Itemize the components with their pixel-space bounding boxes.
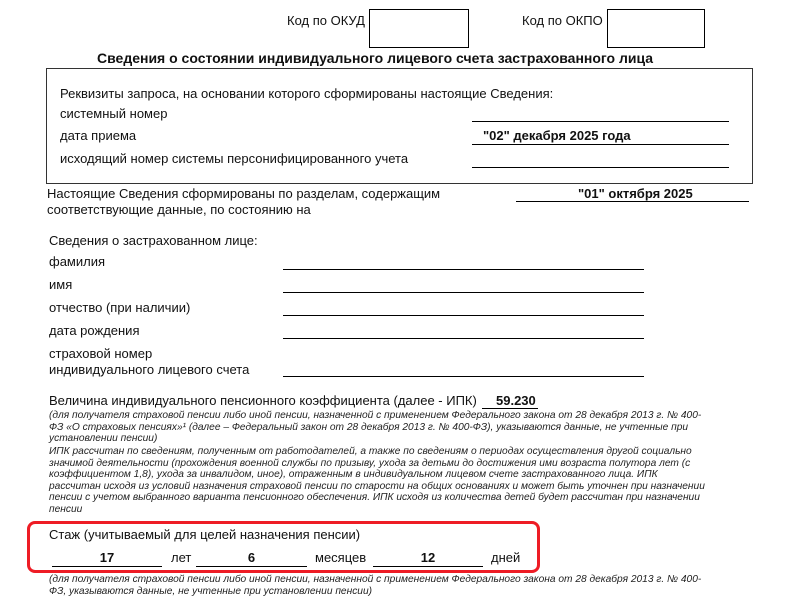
footer-note-line2: ФЗ, указываются данные, не учтенные при установлении пенсии) — [49, 585, 373, 597]
stazh-years-label: лет — [171, 550, 192, 565]
footer-note-line1: (для получателя страховой пенсии либо иной пенсии, назначенной с применением Федерального закона от 28 декабря 2013 г. № 400- — [49, 574, 702, 585]
ipk-note-1 — [49, 410, 746, 445]
ipk-note-2-line4: рассчитан исходя из условий назначения страховой пенсии по старости на общих основаниях и может быть уточнен при назначении — [49, 480, 705, 492]
stazh-heading: Стаж (учитываемый для целей назначения пенсии) — [49, 527, 361, 542]
okpo-code-box — [607, 9, 705, 48]
stazh-years-line — [52, 566, 162, 567]
snils-label-line1: страховой номер — [49, 346, 153, 361]
request-date-line — [472, 144, 729, 145]
ipk-line — [482, 408, 538, 409]
stazh-months-label: месяцев — [315, 550, 367, 565]
name-line — [283, 292, 644, 293]
patronymic-line — [283, 315, 644, 316]
surname-label: фамилия — [49, 254, 106, 269]
name-label: имя — [49, 277, 73, 292]
formed-text-line1: Настоящие Сведения сформированы по разделам, содержащим — [47, 186, 441, 201]
surname-line — [283, 269, 644, 270]
request-date-label: дата приема — [60, 128, 137, 143]
patronymic-label: отчество (при наличии) — [49, 300, 191, 315]
outgoing-number-line — [472, 167, 729, 168]
system-number-label: системный номер — [60, 106, 168, 121]
outgoing-number-label: исходящий номер системы персонифицированного учета — [60, 151, 409, 166]
ipk-note-2 — [49, 446, 746, 516]
stazh-days-line — [373, 566, 483, 567]
page-title: Сведения о состоянии индивидуального лицевого счета застрахованного лица — [97, 50, 654, 66]
stazh-months-line — [196, 566, 307, 567]
formed-date-line — [516, 201, 749, 202]
ipk-note-2-line5: пенсии с учетом выбранного варианта пенсионного обеспечения. ИПК исходя из количества детей будет рассчитан при назначении — [49, 492, 700, 504]
okud-label: Код по ОКУД — [287, 13, 365, 28]
ipk-note-1-line3: установлении пенсии) — [49, 433, 158, 445]
okpo-label: Код по ОКПО — [522, 13, 603, 28]
okud-code-box — [369, 9, 469, 48]
request-heading: Реквизиты запроса, на основании которого сформированы настоящие Сведения: — [60, 86, 554, 101]
stazh-years-value: 17 — [99, 550, 115, 565]
ipk-note-2-line3: коэффициентом 1,8), ухода за инвалидом, иное), отраженным в индивидуальном лицевом счете застрахованного лица. ИПК — [49, 469, 658, 481]
footer-note — [49, 574, 746, 597]
ipk-note-1-line1: (для получателя страховой пенсии либо иной пенсии, назначенной с применением Федерального закона от 28 декабря 2013 г. № 400- — [49, 410, 702, 421]
formed-date-value: "01" октября 2025 — [578, 186, 693, 201]
ipk-label: Величина индивидуального пенсионного коэффициента (далее - ИПК) — [49, 393, 477, 408]
insured-heading: Сведения о застрахованном лице: — [49, 233, 258, 248]
ipk-value: 59.230 — [496, 393, 536, 408]
ipk-note-1-line2: ФЗ «О страховых пенсиях»¹ (далее – Федеральный закон от 28 декабря 2013 г. № 400-ФЗ), указываются данные, не учтенные при — [49, 421, 689, 433]
stazh-days-value: 12 — [420, 550, 436, 565]
snils-line — [283, 376, 644, 377]
ipk-note-2-line1: ИПК рассчитан по сведениям, полученным от работодателей, а также по сведениям о периодах осуществления другой социально — [49, 446, 692, 457]
formed-text-line2: соответствующие данные, по состоянию на — [47, 202, 311, 217]
system-number-line — [472, 121, 729, 122]
birthdate-label: дата рождения — [49, 323, 140, 338]
stazh-months-value: 6 — [247, 550, 256, 565]
birthdate-line — [283, 338, 644, 339]
ipk-note-2-line6: пенсии — [49, 503, 83, 515]
ipk-note-2-line2: значимой деятельности (прохождения военной службы по призыву, ухода за детьми до достижения ими возраста полутора лет (с — [49, 457, 691, 469]
snils-label-line2: индивидуального лицевого счета — [49, 362, 250, 377]
request-date-value: "02" декабря 2025 года — [483, 128, 631, 143]
stazh-days-label: дней — [491, 550, 521, 565]
